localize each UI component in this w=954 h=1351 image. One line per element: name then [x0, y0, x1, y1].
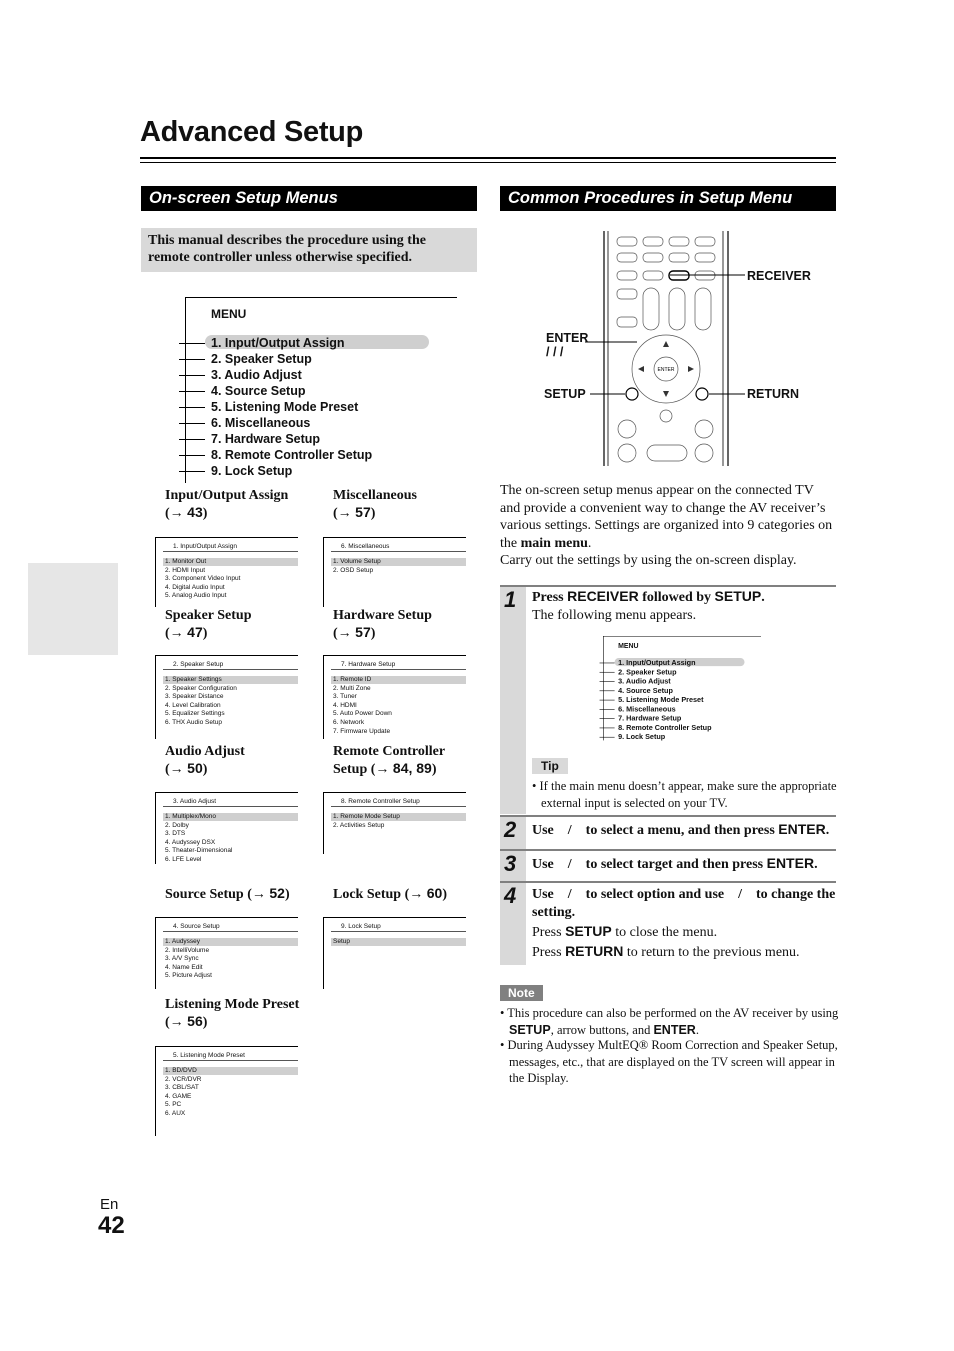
menu-item: 9. Lock Setup: [618, 732, 666, 741]
menu-tick: [600, 672, 615, 673]
submenu-item: 3. DTS: [165, 830, 186, 838]
card-label: Listening Mode Preset (→ 56): [165, 997, 300, 1030]
submenu-item: 5. Auto Power Down: [333, 710, 392, 718]
title-rule: [140, 157, 836, 159]
submenu-item: 4. Name Edit: [165, 963, 203, 971]
menu-item: 1. Input/Output Assign: [211, 336, 345, 350]
card-label: Source Setup (→ 52): [165, 885, 290, 902]
submenu-item: 6. AUX: [165, 1110, 186, 1117]
label-enter-arrows: / / /: [546, 345, 564, 359]
submenu-item: 2. Multi Zone: [333, 684, 371, 692]
submenu-item: 4. Audyssey DSX: [165, 838, 216, 846]
submenu-item: 5. PC: [165, 1101, 182, 1109]
menu-tick: [179, 455, 205, 456]
page-title: Advanced Setup: [140, 116, 364, 148]
step4-text: Use / to select option and use / to change the setting. Press SETUP to close the menu. Press RETURN to return to the previous menu.: [532, 887, 839, 960]
submenu-item: 5. Analog Audio Input: [165, 592, 227, 600]
remote-callouts: [585, 266, 750, 406]
side-tab: [28, 563, 118, 655]
label-enter: ENTER: [546, 331, 589, 345]
submenu-item: 5. Equalizer Settings: [165, 710, 225, 718]
step2-number: 2: [500, 817, 526, 849]
card-label: Speaker Setup (→ 47): [165, 608, 252, 641]
submenu-item: 2. Dolby: [165, 821, 189, 829]
submenu-item: 1. Remote ID: [333, 676, 372, 683]
menu-tick: [600, 681, 615, 682]
submenu-item: 3. Component Video Input: [165, 575, 241, 583]
submenu-item: 1. Multiplex/Mono: [165, 813, 216, 820]
submenu-item: 4. HDMI: [333, 701, 357, 709]
step3-text: Use / to select target and then press ENTER.: [532, 855, 818, 872]
menu-tick: [600, 718, 615, 719]
submenu-item: 1. Monitor Out: [165, 558, 207, 565]
submenu-item: 1. Speaker Settings: [165, 676, 222, 683]
menu-item: 8. Remote Controller Setup: [618, 723, 712, 732]
submenu-item: 2. OSD Setup: [333, 566, 374, 574]
submenu-item: 2. IntelliVolume: [165, 946, 210, 954]
menu-item: 7. Hardware Setup: [211, 432, 321, 446]
remote-enter-text: ENTER: [657, 367, 675, 373]
menu-item: 4. Source Setup: [211, 384, 306, 398]
submenu-card: 4. Source Setup 1. Audyssey 2. IntelliVolume 3. A/V Sync 4. Name Edit 5. Picture Adjust: [155, 917, 298, 989]
label-receiver: RECEIVER: [747, 269, 811, 283]
submenu-item: 4. GAME: [165, 1092, 192, 1100]
note-badge: Note: [500, 985, 543, 1001]
menu-tick: [600, 691, 615, 692]
step2-rule: [500, 815, 836, 817]
menu-item: 7. Hardware Setup: [618, 714, 682, 723]
submenu-card: 9. Lock Setup Setup: [323, 917, 466, 989]
submenu-item: 4. Level Calibration: [165, 701, 221, 709]
submenu-item: 5. Picture Adjust: [165, 972, 212, 980]
submenu-item: 2. HDMI Input: [165, 566, 206, 574]
section-title-onscreen: On-screen Setup Menus: [141, 186, 477, 211]
submenu-item: 2. Speaker Configuration: [165, 684, 237, 692]
step1-number: 1: [500, 587, 526, 814]
menu-item: 2. Speaker Setup: [211, 352, 312, 366]
step2-text: Use / to select a menu, and then press ENTER.: [532, 821, 830, 838]
submenu-card: 7. Hardware Setup 1. Remote ID 2. Multi Zone 3. Tuner 4. HDMI 5. Auto Power Down 6. Network 7. Firmware Update: [323, 655, 466, 739]
menu-tick: [179, 471, 205, 472]
submenu-item: 3. CBL/SAT: [165, 1084, 199, 1092]
submenu-item: 6. Network: [333, 719, 365, 726]
card-label: Input/Output Assign (→ 43): [165, 488, 289, 521]
menu-item: 3. Audio Adjust: [211, 368, 302, 382]
card-label: Remote Controller Setup (→ 84, 89): [333, 744, 446, 777]
submenu-item: 1. Remote Mode Setup: [333, 813, 400, 820]
submenu-item: 5. Theater-Dimensional: [165, 847, 233, 855]
card-label: Hardware Setup (→ 57): [333, 608, 432, 641]
submenu-item: 6. LFE Level: [165, 856, 202, 863]
menu-item: 5. Listening Mode Preset: [618, 695, 704, 704]
intro-paragraph: The on-screen setup menus appear on the connected TV and provide a convenient way to change the AV receiver’s various settings. Settings are organized into 9 categories on the main menu. Carry out the settings by using the on-screen display.: [500, 483, 833, 568]
submenu-item: 1. BD/DVD: [165, 1067, 197, 1074]
submenu-card: 5. Listening Mode Preset 1. BD/DVD 2. VCR/DVR 3. CBL/SAT 4. GAME 5. PC 6. AUX: [155, 1046, 298, 1136]
menu-tick: [179, 359, 205, 360]
submenu-item: 2. Activities Setup: [333, 821, 385, 829]
menu-tick: [179, 439, 205, 440]
card-label: Audio Adjust (→ 50): [165, 744, 245, 777]
step4-rule: [500, 881, 836, 883]
menu-item: 5. Listening Mode Preset: [211, 400, 359, 414]
label-return: RETURN: [747, 387, 800, 401]
submenu-card: 8. Remote Controller Setup 1. Remote Mode Setup 2. Activities Setup: [323, 792, 466, 854]
menu-tick: [600, 700, 615, 701]
note-bullet-1: • This procedure can also be performed on the AV receiver by using SETUP, arrow buttons, and ENTER.: [500, 1006, 839, 1037]
card-label: Miscellaneous (→ 57): [333, 488, 417, 521]
page-number: 42: [98, 1212, 125, 1239]
step3-rule: [500, 849, 836, 851]
menu-tick: [179, 407, 205, 408]
menu-item: 6. Miscellaneous: [618, 705, 676, 714]
menu-item: 9. Lock Setup: [211, 464, 293, 478]
menu-tick: [600, 663, 615, 664]
submenu-item: 3. Speaker Distance: [165, 693, 224, 701]
submenu-item: 7. Firmware Update: [333, 727, 391, 735]
remote-note: This manual describes the procedure using the remote controller unless otherwise specified.: [141, 228, 477, 272]
menu-item: 3. Audio Adjust: [618, 677, 671, 686]
submenu-card: 3. Audio Adjust 1. Multiplex/Mono 2. Dolby 3. DTS 4. Audyssey DSX 5. Theater-Dimensional 6. LFE Level: [155, 792, 298, 864]
menu-item: 8. Remote Controller Setup: [211, 448, 373, 462]
submenu-item: 1. Audyssey: [165, 938, 201, 945]
tip-text: • If the main menu doesn’t appear, make sure the appropriate external input is selected on your TV.: [532, 779, 837, 810]
menu-tick: [600, 709, 615, 710]
step1-text: Press RECEIVER followed by SETUP. The following menu appears.: [532, 588, 765, 623]
submenu-card: 2. Speaker Setup 1. Speaker Settings 2. Speaker Configuration 3. Speaker Distance 4. Level Calibration 5. Equalizer Settings 6. THX Audio Setup: [155, 655, 298, 739]
menu-heading: MENU: [211, 307, 247, 321]
tip-badge: Tip: [532, 758, 568, 774]
menu-item: 1. Input/Output Assign: [618, 658, 696, 667]
step4-number: 4: [500, 883, 526, 965]
submenu-item: 4. Digital Audio Input: [165, 583, 225, 591]
menu-item: 6. Miscellaneous: [211, 416, 311, 430]
menu-tick: [600, 728, 615, 729]
section-title-common: Common Procedures in Setup Menu: [500, 186, 836, 211]
menu-tick: [179, 423, 205, 424]
card-label: Lock Setup (→ 60): [333, 885, 447, 902]
submenu-item: 2. VCR/DVR: [165, 1075, 202, 1083]
menu-tick: [179, 375, 205, 376]
page-lang: En: [100, 1196, 119, 1213]
step3-number: 3: [500, 851, 526, 881]
submenu-card: 1. Input/Output Assign 1. Monitor Out 2. HDMI Input 3. Component Video Input 4. Digital Audio Input 5. Analog Audio Input: [155, 537, 298, 607]
submenu-card: 6. Miscellaneous 1. Volume Setup 2. OSD Setup: [323, 537, 466, 607]
label-setup: SETUP: [544, 387, 586, 401]
submenu-item: 3. A/V Sync: [165, 955, 199, 963]
submenu-item: 6. THX Audio Setup: [165, 719, 222, 726]
submenu-item: 3. Tuner: [333, 693, 357, 701]
note-bullet-2: • During Audyssey MultEQ® Room Correction and Speaker Setup, messages, etc., that are displayed on the TV screen will appear in the Display.: [500, 1038, 838, 1085]
menu-tick: [179, 343, 205, 344]
menu-tick: [179, 391, 205, 392]
submenu-item: 1. Volume Setup: [333, 558, 381, 565]
menu-item: 4. Source Setup: [618, 686, 673, 695]
title-rule-thin: [140, 162, 836, 163]
menu-tick: [600, 737, 615, 738]
submenu-item: Setup: [333, 938, 350, 945]
menu-item: 2. Speaker Setup: [618, 667, 677, 677]
